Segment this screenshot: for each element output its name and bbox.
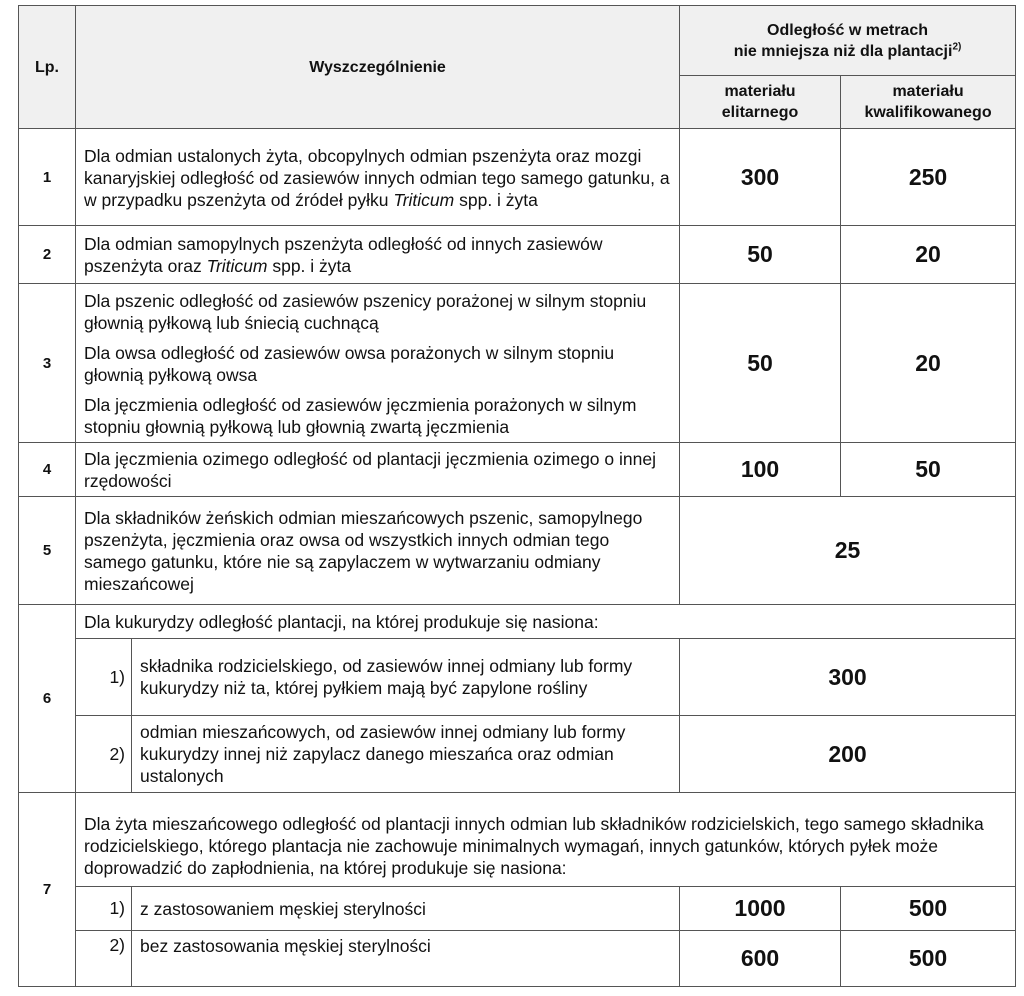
row-6-sub-1-description: składnika rodzicielskiego, od zasiewów innej odmiany lub formy kukurydzy niż ta, której pyłkiem mają być zapylone rośliny — [132, 639, 680, 716]
row-6-intro: Dla kukurydzy odległość plantacji, na której produkuje się nasiona: — [76, 605, 1016, 639]
row-1-number: 1 — [19, 129, 76, 226]
table-row-7-intro — [19, 793, 1016, 887]
isolation-distance-table — [18, 5, 1016, 987]
row-3-kwalifikowany: 20 — [841, 284, 1016, 443]
row-4-kwalifikowany: 50 — [841, 443, 1016, 497]
row-7-sub-2-kwalifikowany: 500 — [841, 931, 1016, 987]
row-7-sub-1-description: z zastosowaniem męskiej sterylności — [132, 887, 680, 931]
header-elitarny-line2: elitarnego — [721, 104, 799, 121]
row-6-sub-2-value: 200 — [680, 716, 1016, 793]
row-2-description — [76, 226, 680, 284]
table-row-1 — [19, 129, 1016, 226]
header-row-1 — [19, 6, 1016, 76]
row-1-description — [76, 129, 680, 226]
header-odleglosc — [680, 6, 1016, 76]
header-elitarny-line1: materiału — [724, 83, 796, 100]
row-3-paragraph-3: Dla jęczmienia odległość od zasiewów jęczmienia porażonych w silnym stopniu głownią pyłkową lub głownią zwartą jęczmienia — [84, 394, 637, 437]
header-kwalifikowany-line1: materiału — [892, 83, 964, 100]
header-kwalifikowany-line2: kwalifikowanego — [864, 104, 992, 121]
table-row-5 — [19, 497, 1016, 605]
row-2-text-a: Dla odmian samopylnych pszenżyta odległość od innych zasiewów pszenżyta oraz — [84, 234, 603, 276]
table-row-7-sub-1 — [19, 887, 1016, 931]
row-5-number: 5 — [19, 497, 76, 605]
table-row-2 — [19, 226, 1016, 284]
header-lp: Lp. — [19, 6, 76, 129]
row-6-sub-2-description: odmian mieszańcowych, od zasiewów innej odmiany lub formy kukurydzy innej niż zapylacz danego mieszańca oraz odmian ustalonych — [132, 716, 680, 793]
row-3-paragraph-1: Dla pszenic odległość od zasiewów pszenicy porażonej w silnym stopniu głownią pyłkową lub śniecią cuchnącą — [84, 290, 647, 333]
row-6-sub-2-number: 2) — [76, 716, 132, 793]
table-row-6-sub-1 — [19, 639, 1016, 716]
row-2-elitarny: 50 — [680, 226, 841, 284]
row-4-description: Dla jęczmienia ozimego odległość od plantacji jęczmienia ozimego o innej rzędowości — [76, 443, 680, 497]
row-7-sub-1-number: 1) — [76, 887, 132, 931]
row-6-sub-1-number: 1) — [76, 639, 132, 716]
row-5-value: 25 — [680, 497, 1016, 605]
table-row-7-sub-2 — [19, 931, 1016, 987]
row-1-elitarny: 300 — [680, 129, 841, 226]
row-4-number: 4 — [19, 443, 76, 497]
row-7-sub-2-description: bez zastosowania męskiej sterylności — [132, 931, 680, 987]
row-3-elitarny: 50 — [680, 284, 841, 443]
row-1-text-b: spp. i żyta — [454, 189, 538, 210]
row-2-text-b: spp. i żyta — [267, 256, 352, 276]
row-3-number: 3 — [19, 284, 76, 443]
footnote-ref-2: 2) — [952, 41, 962, 53]
header-kwalifikowany — [841, 76, 1016, 129]
table-row-6-sub-2 — [19, 716, 1016, 793]
header-elitarny — [680, 76, 841, 129]
row-4-elitarny: 100 — [680, 443, 841, 497]
table-row-3 — [19, 284, 1016, 443]
row-2-text-italic: Triticum — [206, 256, 268, 276]
row-3-description — [76, 284, 680, 443]
row-7-intro: Dla żyta mieszańcowego odległość od plantacji innych odmian lub składników rodzicielskich, tego samego składnika rodzicielskiego, którego plantacja nie zachowuje minimalnych wymagań, innych gatunków, których pyłek może doprowadzić do zapłodnienia, na której produkuje się nasiona: — [76, 793, 1016, 887]
isolation-distance-table-frame — [18, 5, 1015, 991]
row-2-number: 2 — [19, 226, 76, 284]
row-1-text-a: Dla odmian ustalonych żyta, obcopylnych odmian pszenżyta oraz mozgi kanaryjskiej odległość od zasiewów innych odmian tego samego gatunku, a w przypadku pszenżyta od źródeł pyłku — [84, 145, 670, 210]
row-6-sub-1-value: 300 — [680, 639, 1016, 716]
row-7-sub-1-elitarny: 1000 — [680, 887, 841, 931]
row-7-sub-1-kwalifikowany: 500 — [841, 887, 1016, 931]
table-row-6-intro — [19, 605, 1016, 639]
row-1-kwalifikowany: 250 — [841, 129, 1016, 226]
row-7-sub-2-elitarny: 600 — [680, 931, 841, 987]
row-7-sub-2-number: 2) — [76, 931, 132, 987]
header-odleglosc-line2: nie mniejsza niż dla plantacji — [733, 42, 953, 60]
row-5-description: Dla składników żeńskich odmian mieszańcowych pszenic, samopylnego pszenżyta, jęczmienia oraz owsa od wszystkich innych odmian tego samego gatunku, które nie są zapylaczem w wytwarzaniu odmiany mieszańcowej — [76, 497, 680, 605]
row-7-number: 7 — [19, 793, 76, 987]
row-3-paragraph-2: Dla owsa odległość od zasiewów owsa porażonych w silnym stopniu głownią pyłkową owsa — [84, 342, 615, 385]
table-row-4 — [19, 443, 1016, 497]
header-odleglosc-line1: Odległość w metrach — [767, 21, 928, 39]
header-wyszczegolnienie: Wyszczególnienie — [76, 6, 680, 129]
row-1-text-italic: Triticum — [393, 189, 455, 210]
row-2-kwalifikowany: 20 — [841, 226, 1016, 284]
row-6-number: 6 — [19, 605, 76, 793]
